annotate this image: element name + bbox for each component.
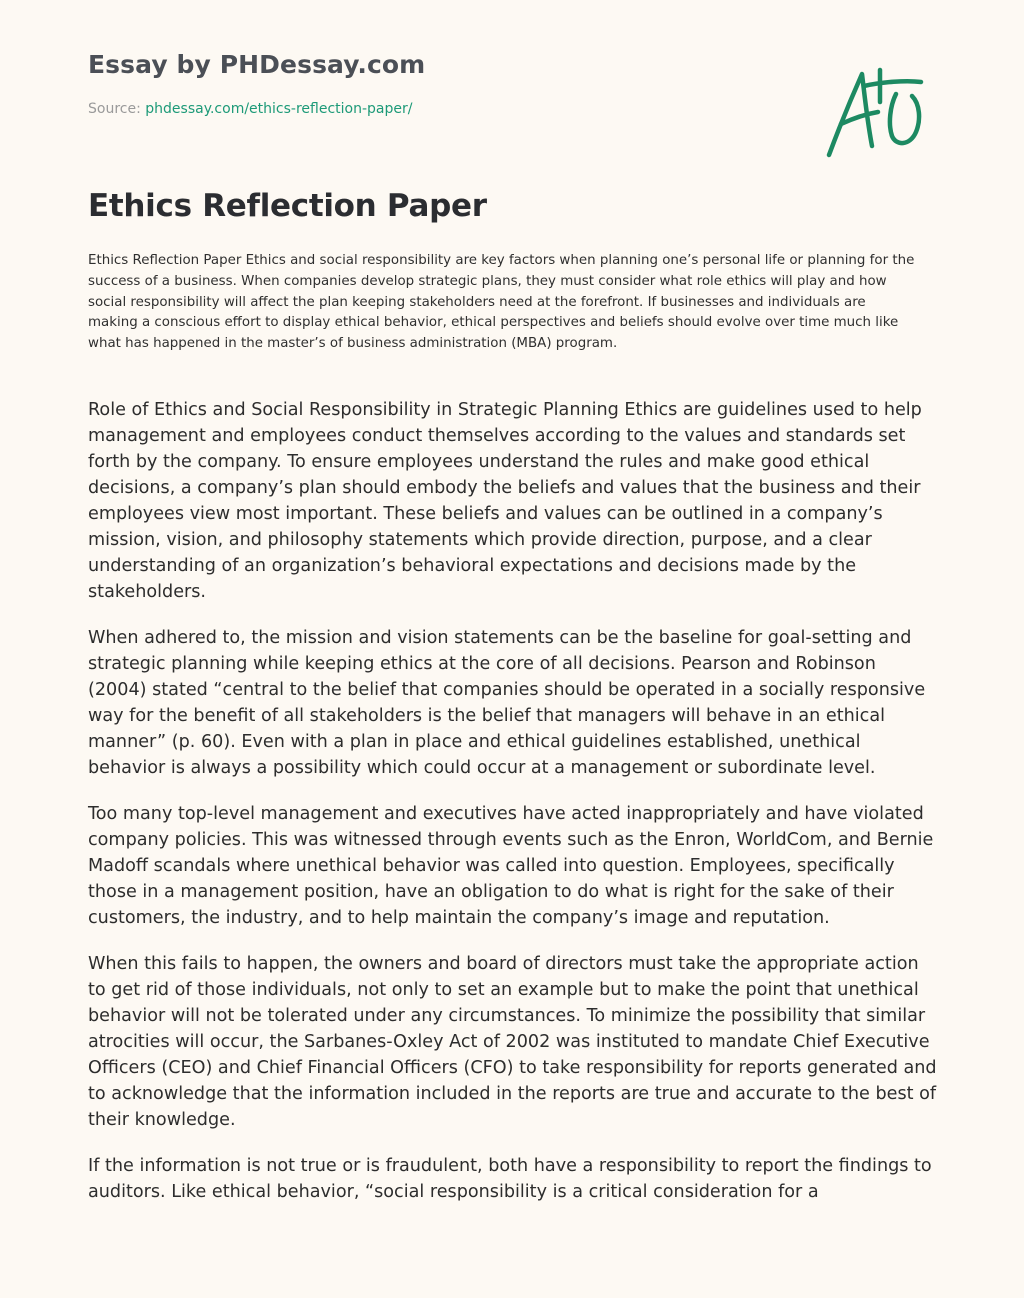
essay-paragraph: When adhered to, the mission and vision statements can be the baseline for goal-setting and strategic planning while keeping ethics at the core of all decisions. Pearson and Robinson (2004) stated “central to the belief that companies should be operated in a socially responsive way for the benefit of all stakeholders is the belief that managers will behave in an ethical manner” (p. 60). Even with a plan in place and ethical guidelines established, unethical behavior is always a possibility which could occur at a management or subordinate level.: [88, 628, 926, 778]
source-line: [88, 101, 412, 117]
source-link[interactable]: phdessay.com/ethics-reflection-paper/: [145, 101, 413, 117]
essay-intro: Ethics Reflection Paper Ethics and social responsibility are key factors when planning one’s personal life or planning for the success of a business. When companies develop strategic plans, they must consider what role ethics will play and how social responsibility will affect the plan keeping stakeholders need at the forefront. If businesses and individuals are making a conscious effort to display ethical behavior, ethical perspectives and beliefs should evolve over time much like what has happened in the master’s of business administration (MBA) program.: [88, 253, 915, 352]
essay-paragraph: Too many top-level management and executives have acted inappropriately and have violated company policies. This was witnessed through events such as the Enron, WorldCom, and Bernie Madoff scandals where unethical behavior was called into question. Employees, specifically those in a management position, have an obligation to do what is right for the sake of their customers, the industry, and to help maintain the company’s image and reputation.: [88, 804, 934, 928]
a-plus-grade-icon: [820, 60, 930, 165]
essay-paragraph: When this fails to happen, the owners and board of directors must take the appropriate action to get rid of those individuals, not only to set an example but to make the point that unethical behavior will not be tolerated under any circumstances. To minimize the possibility that similar atrocities will occur, the Sarbanes-Oxley Act of 2002 was instituted to mandate Chief Executive Officers (CEO) and Chief Financial Officers (CFO) to take responsibility for reports generated and to acknowledge that the information included in the reports are true and accurate to the best of their knowledge.: [88, 954, 937, 1130]
source-label: Source:: [88, 101, 146, 117]
essay-paragraph: If the information is not true or is fraudulent, both have a responsibility to report the findings to auditors. Like ethical behavior, “social responsibility is a critical consideration for a: [88, 1156, 932, 1202]
essay-title: Ethics Reflection Paper: [88, 188, 487, 224]
essay-paragraph: Role of Ethics and Social Responsibility in Strategic Planning Ethics are guidelines used to help management and employees conduct themselves according to the values and standards set forth by the company. To ensure employees understand the rules and make good ethical decisions, a company’s plan should embody the beliefs and values that the business and their employees view most important. These beliefs and values can be outlined in a company’s mission, vision, and philosophy statements which provide direction, purpose, and a clear understanding of an organization’s behavioral expectations and decisions made by the stakeholders.: [88, 400, 922, 602]
site-brand: Essay by PHDessay.com: [88, 50, 426, 79]
essay-body: [88, 397, 938, 1225]
